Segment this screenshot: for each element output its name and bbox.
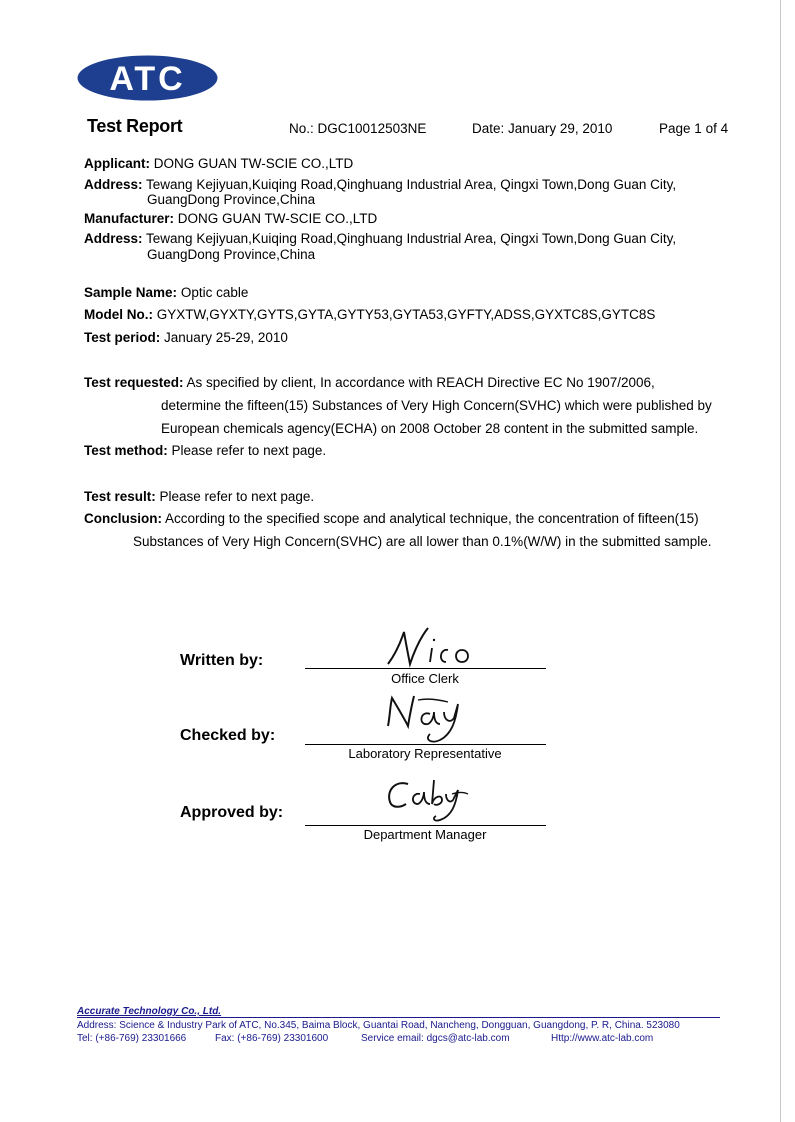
applicant-label: Applicant: xyxy=(84,156,150,171)
test-period-label: Test period: xyxy=(84,330,161,345)
page-label: Page xyxy=(659,121,691,136)
page-title: Test Report xyxy=(87,116,183,136)
written-by-signature xyxy=(380,622,480,670)
report-date xyxy=(472,121,612,136)
approved-by-role: Department Manager xyxy=(363,827,487,842)
sample-name-label: Sample Name: xyxy=(84,285,178,300)
model-no-label: Model No.: xyxy=(84,307,153,322)
applicant-address-line1: Tewang Kejiyuan,Kuiqing Road,Qinghuang Industrial Area, Qingxi Town,Dong Guan City, xyxy=(146,177,677,192)
checked-by-label: Checked by: xyxy=(180,727,276,744)
applicant-address-label: Address: xyxy=(84,177,143,192)
applicant-row xyxy=(84,156,353,172)
applicant-address-line2: GuangDong Province,China xyxy=(147,192,316,207)
report-number-label: No.: xyxy=(289,121,314,136)
test-result-row xyxy=(84,489,314,505)
conclusion-row xyxy=(84,511,699,527)
test-requested-label: Test requested: xyxy=(84,375,184,390)
footer-tel: Tel: (+86-769) 23301666 xyxy=(77,1033,187,1044)
test-requested-row xyxy=(84,375,655,391)
test-requested-line2: determine the fifteen(15) Substances of Very High Concern(SVHC) which were published by xyxy=(161,398,712,413)
manufacturer-address-row xyxy=(84,231,676,247)
written-by-label: Written by: xyxy=(180,652,264,669)
test-method-row xyxy=(84,443,326,459)
model-no-value: GYXTW,GYXTY,GYTS,GYTA,GYTY53,GYTA53,GYFTY,ADSS,GYXTC8S,GYTC8S xyxy=(156,307,656,322)
test-requested-line1: As specified by client, In accordance with REACH Directive EC No 1907/2006, xyxy=(186,375,655,390)
test-period-row xyxy=(84,330,288,346)
footer-rule xyxy=(77,1017,720,1018)
approved-by-label: Approved by: xyxy=(180,804,284,821)
manufacturer-address-line2: GuangDong Province,China xyxy=(147,247,316,262)
footer-fax: Fax: (+86-769) 23301600 xyxy=(215,1033,329,1044)
conclusion-line2: Substances of Very High Concern(SVHC) are all lower than 0.1%(W/W) in the submitted sample. xyxy=(133,534,712,549)
footer-email[interactable]: Service email: dgcs@atc-lab.com xyxy=(361,1033,510,1044)
page-edge-line xyxy=(780,0,781,1122)
test-result-label: Test result: xyxy=(84,489,156,504)
checked-by-role: Laboratory Representative xyxy=(348,746,502,761)
test-requested-line3: European chemicals agency(ECHA) on 2008 October 28 content in the submitted sample. xyxy=(161,421,699,436)
report-date-value: January 29, 2010 xyxy=(508,121,613,136)
test-period-value: January 25-29, 2010 xyxy=(164,330,288,345)
atc-logo xyxy=(77,55,218,101)
test-method-label: Test method: xyxy=(84,443,168,458)
test-result-value: Please refer to next page. xyxy=(159,489,315,504)
manufacturer-row xyxy=(84,211,377,227)
written-by-line xyxy=(305,668,546,669)
applicant-value: DONG GUAN TW-SCIE CO.,LTD xyxy=(153,156,354,171)
page-number xyxy=(659,121,728,136)
manufacturer-address-label: Address: xyxy=(84,231,143,246)
logo-text: ATC xyxy=(109,60,186,98)
sample-name-value: Optic cable xyxy=(180,285,249,300)
checked-by-line xyxy=(305,744,546,745)
approved-by-signature xyxy=(382,772,472,826)
page-total: of 4 xyxy=(705,121,729,136)
conclusion-line1: According to the specified scope and analytical technique, the concentration of fifteen(15) xyxy=(165,511,699,526)
report-number-value: DGC10012503NE xyxy=(317,121,427,136)
written-by-role: Office Clerk xyxy=(391,671,459,686)
conclusion-label: Conclusion: xyxy=(84,511,162,526)
model-no-row xyxy=(84,307,655,323)
test-method-value: Please refer to next page. xyxy=(171,443,327,458)
manufacturer-address-line1: Tewang Kejiyuan,Kuiqing Road,Qinghuang Industrial Area, Qingxi Town,Dong Guan City, xyxy=(146,231,677,246)
report-number xyxy=(289,121,426,136)
report-date-label: Date: xyxy=(472,121,505,136)
sample-name-row xyxy=(84,285,248,301)
page-current: 1 xyxy=(694,121,702,136)
checked-by-signature xyxy=(378,690,478,746)
footer-address: Address: Science & Industry Park of ATC, No.345, Baima Block, Guantai Road, Nancheng, Dongguan, Guangdong, P. R, China. 523080 xyxy=(77,1020,680,1031)
manufacturer-value: DONG GUAN TW-SCIE CO.,LTD xyxy=(177,211,378,226)
footer-website[interactable]: Http://www.atc-lab.com xyxy=(551,1033,654,1044)
approved-by-line xyxy=(305,825,546,826)
applicant-address-row xyxy=(84,177,676,193)
manufacturer-label: Manufacturer: xyxy=(84,211,175,226)
footer-company: Accurate Technology Co., Ltd. xyxy=(77,1006,222,1017)
